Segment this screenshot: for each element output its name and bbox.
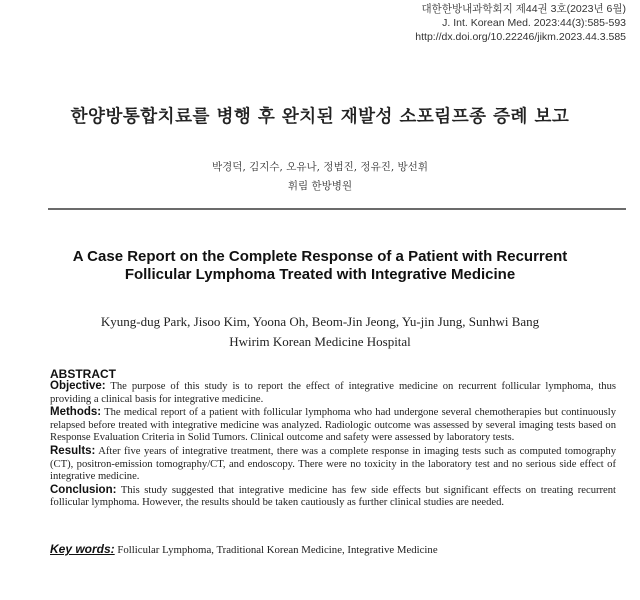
abstract-body: [50, 380, 616, 510]
english-title: A Case Report on the Complete Response of a Patient with Recurrent Follicular Lymphoma Treated with Integrative Medicine: [72, 248, 568, 283]
english-authors: Kyung-dug Park, Jisoo Kim, Yoona Oh, Beom-Jin Jeong, Yu-jin Jung, Sunhwi Bang: [100, 314, 540, 329]
english-affiliation: Hwirim Korean Medicine Hospital: [229, 334, 411, 349]
section-divider: [48, 208, 626, 210]
abstract-methods: [50, 406, 616, 445]
keywords: [50, 542, 616, 556]
abstract-results: [50, 445, 616, 484]
abstract-objective: [50, 380, 616, 406]
conclusion-text: This study suggested that integrative medicine has few side effects but significant effects on treating recurrent follicular lymphoma. However, the results should be taken cautiously as further clinical studies are needed.: [50, 484, 616, 509]
korean-title: 한양방통합치료를 병행 후 완치된 재발성 소포림프종 증례 보고: [70, 107, 570, 127]
korean-authors: 박경덕, 김지수, 오유나, 정범진, 정유진, 방선휘: [212, 161, 428, 173]
objective-label: Objective:: [50, 380, 106, 392]
methods-text: The medical report of a patient with follicular lymphoma who had undergone several chemotherapies but continuously relapsed before treated with integrative medicine was analyzed. Radiologic outcome was assessed by several imaging tests based on Response Evaluation Criteria in Solid Tumors. Clinical outcome and safety were assessed by laboratory tests.: [50, 407, 616, 444]
journal-citation: J. Int. Korean Med. 2023:44(3):585-593: [442, 17, 626, 29]
objective-text: The purpose of this study is to report the effect of integrative medicine on recurrent follicular lymphoma, thus providing a clinical basis for integrative medicine.: [50, 381, 616, 405]
journal-header: [415, 2, 626, 44]
keywords-text: Follicular Lymphoma, Traditional Korean Medicine, Integrative Medicine: [114, 544, 438, 556]
korean-affiliation: 휘림 한방병원: [287, 180, 353, 192]
methods-label: Methods:: [50, 406, 102, 419]
results-label: Results:: [50, 444, 96, 457]
abstract-heading: ABSTRACT: [50, 367, 116, 381]
abstract-conclusion: [50, 484, 616, 510]
results-text: After five years of integrative treatment, there was a complete response in imaging tests such as computed tomography (CT), positron-emission tomography/CT, and endoscopy. There were no toxicity in the laboratory test and no serious side effect of integrative medicine.: [50, 445, 616, 483]
doi-link[interactable]: http://dx.doi.org/10.22246/jikm.2023.44.3.585: [415, 31, 626, 43]
conclusion-label: Conclusion:: [50, 483, 117, 496]
journal-name-korean: 대한한방내과학회지 제44권 3호(2023년 6월): [421, 3, 626, 15]
keywords-label: Key words:: [50, 542, 115, 556]
